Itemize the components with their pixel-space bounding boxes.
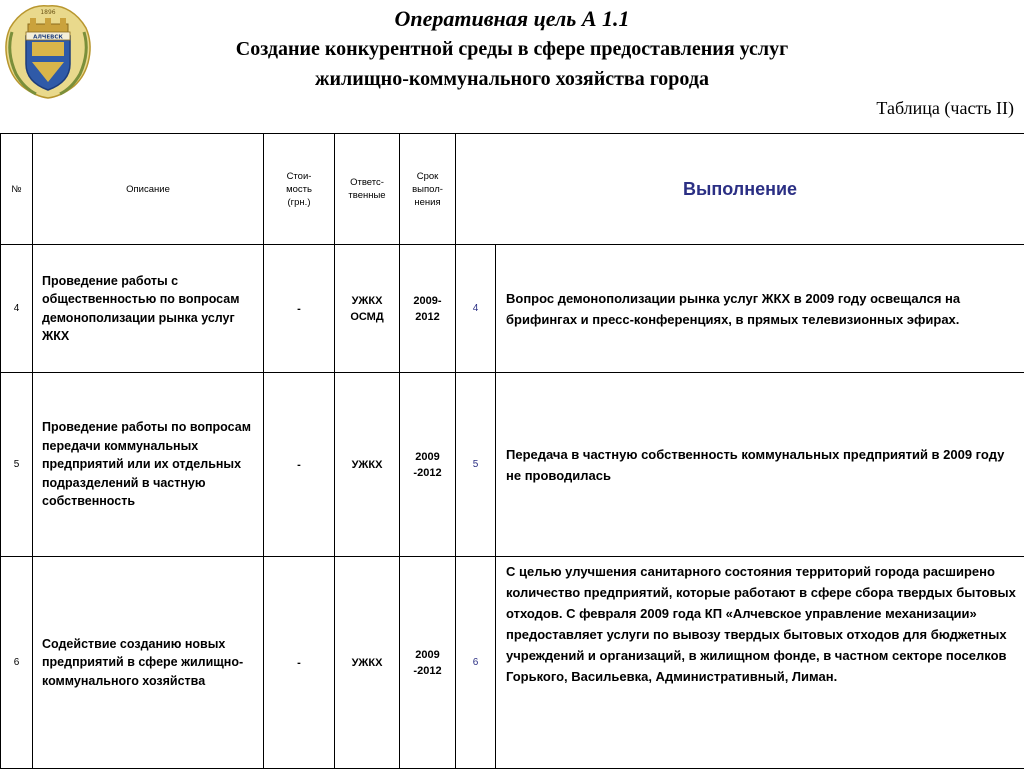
table-row [1, 373, 1024, 557]
table-row [1, 245, 1024, 373]
svg-text:1896: 1896 [40, 9, 55, 16]
plan-table [0, 133, 1024, 769]
operational-goal-heading: Оперативная цель А 1.1 [110, 6, 914, 32]
row-execution-result: С целью улучшения санитарного состояния территорий города расширено количество предприятий, которые работают в сфере сбора твердых бытовых отходов. С февраля 2009 года КП «Алчевское управление механизации» предоставляет услуги по вывозу твердых бытовых отходов для бюджетных учреждений и организаций, в жилищном фонде, в частном секторе поселков Горького, Васильевка, Административный, Лиман. [496, 557, 1024, 769]
row-term: 2009 -2012 [400, 373, 456, 557]
row-cost: - [264, 245, 335, 373]
row-term: 2009 -2012 [400, 557, 456, 769]
row-description: Содействие созданию новых предприятий в сфере жилищно-коммунального хозяйства [33, 557, 264, 769]
table-row [1, 557, 1024, 769]
row-execution-number: 4 [456, 245, 496, 373]
col-header-description: Описание [33, 134, 264, 245]
row-term: 2009-2012 [400, 245, 456, 373]
row-execution-number: 5 [456, 373, 496, 557]
row-cost: - [264, 557, 335, 769]
col-header-term: Срок выпол-нения [400, 134, 456, 245]
row-responsible: УЖКХ [335, 557, 400, 769]
col-header-execution: Выполнение [456, 134, 1024, 245]
row-number: 5 [1, 373, 33, 557]
row-responsible: УЖКХ ОСМД [335, 245, 400, 373]
row-execution-number: 6 [456, 557, 496, 769]
row-description: Проведение работы по вопросам передачи коммунальных предприятий или их отдельных подразделений в частную собственность [33, 373, 264, 557]
row-description: Проведение работы с общественностью по вопросам демонополизации рынка услуг ЖКХ [33, 245, 264, 373]
row-number: 4 [1, 245, 33, 373]
row-number: 6 [1, 557, 33, 769]
table-part-label: Таблица (часть II) [876, 98, 1014, 119]
city-emblem [2, 2, 94, 100]
table-header-row [1, 134, 1024, 245]
row-execution-result: Передача в частную собственность коммунальных предприятий в 2009 году не проводилась [496, 373, 1024, 557]
page-title-line-1: Создание конкурентной среды в сфере предоставления услуг [110, 38, 914, 61]
row-cost: - [264, 373, 335, 557]
page-title-line-2: жилищно-коммунального хозяйства города [110, 68, 914, 91]
col-header-num: № [1, 134, 33, 245]
col-header-responsible: Ответс-твенные [335, 134, 400, 245]
svg-text:АЛЧЕВСК: АЛЧЕВСК [33, 35, 63, 41]
row-execution-result: Вопрос демонополизации рынка услуг ЖКХ в 2009 году освещался на брифингах и пресс-конференциях, в прямых телевизионных эфирах. [496, 245, 1024, 373]
col-header-cost: Стои-мость (грн.) [264, 134, 335, 245]
row-responsible: УЖКХ [335, 373, 400, 557]
